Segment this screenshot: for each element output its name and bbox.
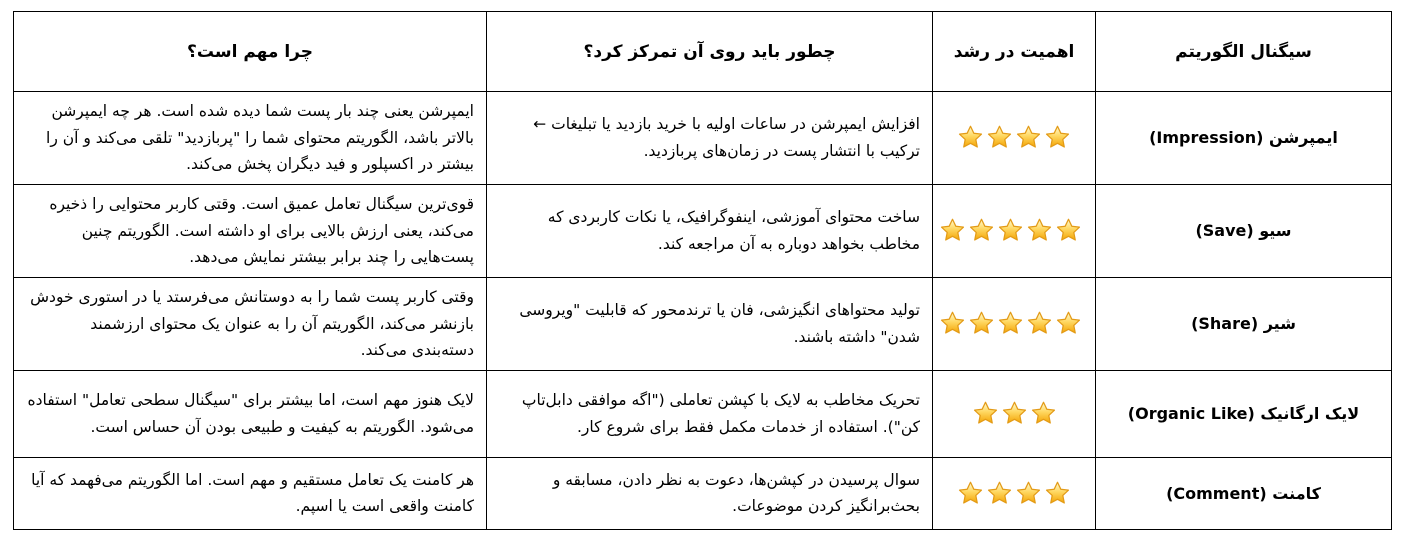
column-header-why: چرا مهم است؟	[14, 12, 487, 92]
star-icon	[1015, 124, 1042, 151]
why-text: وقتی کاربر پست شما را به دوستانش می‌فرستد یا در استوری خودش بازنشر می‌کند، الگوریتم آن را به عنوان یک محتوای ارزشمند دسته‌بندی می‌کند.	[14, 277, 487, 370]
focus-text: افزایش ایمپرشن در ساعات اولیه با خرید بازدید یا تبلیغات ← ترکیب با انتشار پست در زمان‌های پربازدید.	[487, 92, 933, 185]
table-row-share	[14, 277, 1392, 370]
why-text: هر کامنت یک تعامل مستقیم و مهم است. اما الگوریتم می‌فهمد که آیا کامنت واقعی است یا اسپم.	[14, 457, 487, 529]
signal-name: سیو (Save)	[1096, 184, 1392, 277]
table-row-impression	[14, 92, 1392, 185]
star-icon	[957, 480, 984, 507]
column-header-focus: چطور باید روی آن تمرکز کرد؟	[487, 12, 933, 92]
star-icon	[957, 124, 984, 151]
importance-rating	[933, 370, 1096, 457]
star-icon	[1030, 400, 1057, 427]
star-icon	[1055, 310, 1082, 337]
focus-text: ساخت محتوای آموزشی، اینفوگرافیک، یا نکات کاربردی که مخاطب بخواهد دوباره به آن مراجعه کند.	[487, 184, 933, 277]
table-row-comment	[14, 457, 1392, 529]
star-icon	[1044, 480, 1071, 507]
star-icon	[1026, 217, 1053, 244]
signal-name: شیر (Share)	[1096, 277, 1392, 370]
importance-rating	[933, 457, 1096, 529]
column-header-signal: سیگنال الگوریتم	[1096, 12, 1392, 92]
importance-rating	[933, 184, 1096, 277]
star-icon	[1055, 217, 1082, 244]
focus-text: سوال پرسیدن در کپشن‌ها، دعوت به نظر دادن، مسابقه و بحث‌برانگیز کردن موضوعات.	[487, 457, 933, 529]
column-header-importance: اهمیت در رشد	[933, 12, 1096, 92]
star-icon	[997, 310, 1024, 337]
signal-name: کامنت (Comment)	[1096, 457, 1392, 529]
focus-text: تولید محتواهای انگیزشی، فان یا ترندمحور که قابلیت "ویروسی شدن" داشته باشند.	[487, 277, 933, 370]
star-icon	[1001, 400, 1028, 427]
star-icon	[986, 480, 1013, 507]
star-icon	[1026, 310, 1053, 337]
header-row	[14, 12, 1392, 92]
star-icon	[1015, 480, 1042, 507]
star-icon	[968, 217, 995, 244]
signal-name: لایک ارگانیک (Organic Like)	[1096, 370, 1392, 457]
star-icon	[968, 310, 995, 337]
star-icon	[1044, 124, 1071, 151]
star-icon	[939, 310, 966, 337]
why-text: لایک هنوز مهم است، اما بیشتر برای "سیگنال سطحی تعامل" استفاده می‌شود. الگوریتم به کیفیت و طبیعی بودن آن حساس است.	[14, 370, 487, 457]
importance-rating	[933, 277, 1096, 370]
algorithm-signals-table	[13, 11, 1392, 530]
signal-name: ایمپرشن (Impression)	[1096, 92, 1392, 185]
star-icon	[997, 217, 1024, 244]
table-row-save	[14, 184, 1392, 277]
focus-text: تحریک مخاطب به لایک با کپشن تعاملی ("اگه موافقی دابل‌تاپ کن"). استفاده از خدمات مکمل فقط برای شروع کار.	[487, 370, 933, 457]
star-icon	[939, 217, 966, 244]
why-text: قوی‌ترین سیگنال تعامل عمیق است. وقتی کاربر محتوایی را ذخیره می‌کند، یعنی ارزش بالایی برای او داشته است. الگوریتم چنین پست‌هایی را چند برابر بیشتر نمایش می‌دهد.	[14, 184, 487, 277]
table-row-organic-like	[14, 370, 1392, 457]
star-icon	[986, 124, 1013, 151]
why-text: ایمپرشن یعنی چند بار پست شما دیده شده است. هر چه ایمپرشن بالاتر باشد، الگوریتم محتوای شما را "پربازدید" تلقی می‌کند و آن را بیشتر در اکسپلور و فید دیگران پخش می‌کند.	[14, 92, 487, 185]
importance-rating	[933, 92, 1096, 185]
star-icon	[972, 400, 999, 427]
